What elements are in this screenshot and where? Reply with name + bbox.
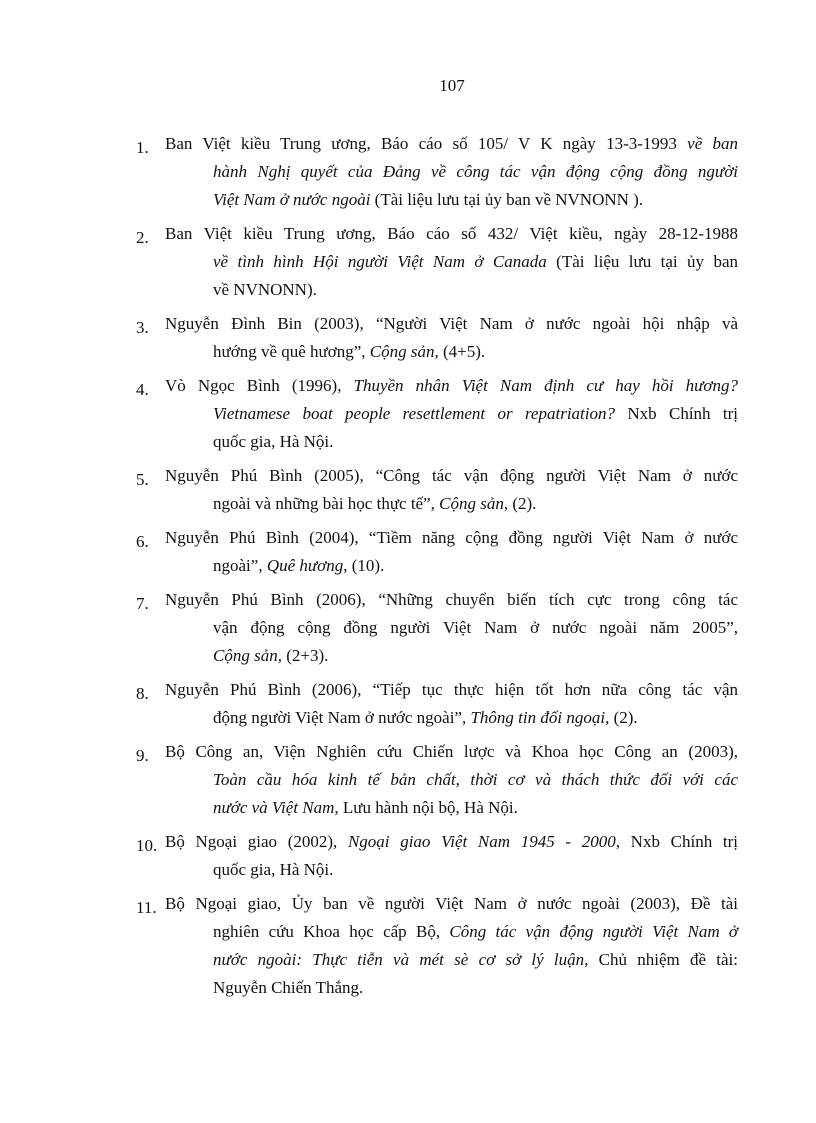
text-segment: Nguyễn Phú Bình (2004), “Tiềm năng cộng đồng người Việt Nam ở nước — [165, 528, 738, 547]
reference-line — [165, 614, 738, 642]
italic-text: nước và Việt Nam, — [213, 798, 339, 817]
reference-item — [136, 220, 738, 304]
text-segment: Chủ nhiệm đề tài: — [588, 950, 738, 969]
reference-item — [136, 676, 738, 732]
text-segment: , Nxb Chính trị — [615, 832, 738, 851]
reference-line — [165, 186, 738, 214]
reference-line — [165, 918, 738, 946]
text-segment: Nguyễn Phú Bình (2006), “Những chuyển biến tích cực trong công tác — [165, 590, 738, 609]
reference-line — [165, 338, 738, 366]
text-segment: , (2). — [503, 494, 537, 513]
text-segment: Ban Việt kiều Trung ương, Báo cáo số 105/ V K ngày 13-3-1993 — [165, 134, 688, 153]
reference-line — [165, 372, 738, 400]
text-segment: (Tài liệu lưu tại ủy ban — [546, 252, 738, 271]
reference-line — [165, 490, 738, 518]
italic-text: về tình hình Hội người Việt Nam ở Canada — [213, 252, 547, 271]
italic-text: Cộng sản, — [213, 646, 282, 665]
reference-line — [165, 220, 738, 248]
reference-line — [165, 552, 738, 580]
reference-number: 9. — [136, 746, 149, 765]
text-segment: quốc gia, Hà Nội. — [213, 860, 334, 879]
reference-item — [136, 462, 738, 518]
text-segment: quốc gia, Hà Nội. — [213, 432, 334, 451]
reference-line — [165, 946, 738, 974]
reference-text — [165, 130, 738, 214]
text-segment: Nguyễn Đình Bin (2003), “Người Việt Nam ở nước ngoài hội nhập và — [165, 314, 738, 333]
text-segment: Nguyễn Phú Bình (2005), “Công tác vận động người Việt Nam ở nước — [165, 466, 738, 485]
reference-line — [165, 766, 738, 794]
reference-line — [165, 158, 738, 186]
reference-line — [165, 462, 738, 490]
reference-line — [165, 586, 738, 614]
reference-line — [165, 642, 738, 670]
text-segment: , (4+5). — [434, 342, 486, 361]
italic-text: Quê hương — [266, 556, 344, 575]
reference-text — [165, 890, 738, 1002]
italic-text: Toàn cầu hóa kinh tế bản chất, thời cơ và thách thức đối với các — [213, 770, 738, 789]
text-segment: Nxb Chính trị — [615, 404, 738, 423]
reference-text — [165, 676, 738, 732]
reference-line — [165, 794, 738, 822]
text-segment: Nguyễn Chiến Thắng. — [213, 978, 364, 997]
italic-text: Vietnamese boat people resettlement or repatriation? — [213, 404, 615, 423]
reference-text — [165, 462, 738, 518]
text-segment: Bộ Ngoại giao (2002), — [165, 832, 348, 851]
reference-number: 4. — [136, 380, 149, 399]
reference-number: 7. — [136, 594, 149, 613]
reference-number: 3. — [136, 318, 149, 337]
reference-item — [136, 130, 738, 214]
reference-line — [165, 276, 738, 304]
reference-line — [165, 310, 738, 338]
reference-line — [165, 130, 738, 158]
text-segment: Lưu hành nội bộ, Hà Nội. — [338, 798, 518, 817]
text-segment: hướng về quê hương”, — [213, 342, 370, 361]
reference-line — [165, 248, 738, 276]
reference-line — [165, 738, 738, 766]
reference-text — [165, 828, 738, 884]
reference-item — [136, 310, 738, 366]
text-segment: (2). — [609, 708, 638, 727]
italic-text: Thuyền nhân Việt Nam định cư hay hồi hương? — [353, 376, 738, 395]
text-segment: ngoài”, — [213, 556, 267, 575]
reference-number: 1. — [136, 138, 149, 157]
italic-text: Việt Nam ở nước ngoài — [213, 190, 371, 209]
italic-text: về ban — [687, 134, 739, 153]
reference-item — [136, 890, 738, 1002]
reference-item — [136, 738, 738, 822]
reference-text — [165, 586, 738, 670]
reference-item — [136, 586, 738, 670]
reference-line — [165, 704, 738, 732]
italic-text: Cộng sản — [369, 342, 435, 361]
text-segment: nghiên cứu Khoa học cấp Bộ, — [213, 922, 450, 941]
text-segment: Nguyễn Phú Bình (2006), “Tiếp tục thực hiện tốt hơn nữa công tác vận — [165, 680, 738, 699]
reference-text — [165, 738, 738, 822]
italic-text: Ngoại giao Việt Nam 1945 - 2000 — [347, 832, 616, 851]
text-segment: ngoài và những bài học thực tế”, — [213, 494, 440, 513]
reference-number: 6. — [136, 532, 149, 551]
reference-number: 10. — [136, 836, 158, 855]
text-segment: về NVNONN). — [213, 280, 317, 299]
reference-line — [165, 524, 738, 552]
reference-line — [165, 428, 738, 456]
text-segment: Ban Việt kiều Trung ương, Báo cáo số 432/ Việt kiều, ngày 28-12-1988 — [165, 224, 738, 243]
reference-item — [136, 524, 738, 580]
reference-number: 5. — [136, 470, 149, 489]
italic-text: hành Nghị quyết của Đảng về công tác vận động cộng đồng người — [213, 162, 738, 181]
reference-line — [165, 974, 738, 1002]
italic-text: Công tác vận động người Việt Nam ở — [449, 922, 738, 941]
reference-line — [165, 400, 738, 428]
reference-number: 2. — [136, 228, 149, 247]
reference-item — [136, 372, 738, 456]
reference-line — [165, 856, 738, 884]
reference-line — [165, 828, 738, 856]
italic-text: nước ngoài: Thực tiễn và mét sè cơ sở lý luận, — [213, 950, 589, 969]
reference-text — [165, 310, 738, 366]
reference-text — [165, 524, 738, 580]
text-segment: (2+3). — [281, 646, 329, 665]
reference-line — [165, 890, 738, 918]
page-number: 107 — [439, 76, 465, 95]
italic-text: Thông tin đối ngoại, — [470, 708, 610, 727]
text-segment: Vò Ngọc Bình (1996), — [165, 376, 354, 395]
italic-text: Cộng sản — [439, 494, 504, 513]
text-segment: vận động cộng đồng người Việt Nam ở nước ngoài năm 2005”, — [213, 618, 738, 637]
reference-number: 11. — [136, 898, 157, 917]
reference-line — [165, 676, 738, 704]
text-segment: (Tài liệu lưu tại ủy ban về NVNONN ). — [370, 190, 644, 209]
text-segment: động người Việt Nam ở nước ngoài”, — [213, 708, 471, 727]
reference-number: 8. — [136, 684, 149, 703]
reference-text — [165, 220, 738, 304]
text-segment: , (10). — [343, 556, 385, 575]
reference-text — [165, 372, 738, 456]
text-segment: Bộ Công an, Viện Nghiên cứu Chiến lược và Khoa học Công an (2003), — [165, 742, 738, 761]
reference-item — [136, 828, 738, 884]
reference-list — [136, 130, 738, 1008]
text-segment: Bộ Ngoại giao, Ủy ban về người Việt Nam ở nước ngoài (2003), Đề tài — [165, 894, 738, 913]
